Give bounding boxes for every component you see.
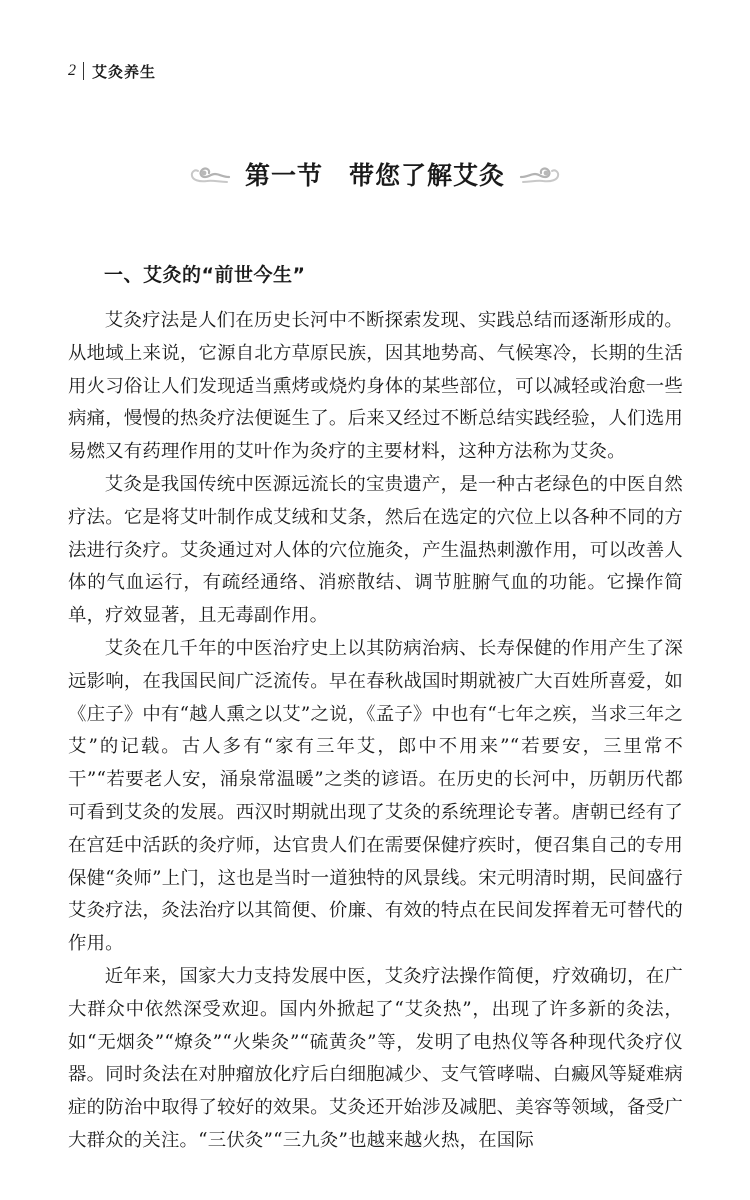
body-text xyxy=(68,305,683,1158)
running-header xyxy=(68,58,156,84)
subsection-title: 一、艾灸的“前世今生” xyxy=(104,264,306,286)
page-number: 2 xyxy=(68,62,76,79)
paragraph: 艾灸疗法是人们在历史长河中不断探索发现、实践总结而逐渐形成的。从地域上来说，它源自北方草原民族，因其地势高、气候寒冷，长期的生活用火习俗让人们发现适当熏烤或烧灼身体的某些部位，可以减轻或治愈一些病痛，慢慢的热灸疗法便诞生了。后来又经过不断总结实践经验，人们选用易燃又有药理作用的艾叶作为灸疗的主要材料，这种方法称为艾灸。 xyxy=(68,310,683,463)
paragraph: 艾灸是我国传统中医源远流长的宝贵遗产，是一种古老绿色的中医自然疗法。它是将艾叶制作成艾绒和艾条，然后在选定的穴位上以各种不同的方法进行灸疗。艾灸通过对人体的穴位施灸，产生温热刺激作用，可以改善人体的气血运行，有疏经通络、消瘀散结、调节脏腑气血的功能。它操作简单，疗效显著，且无毒副作用。 xyxy=(68,473,683,627)
header-divider xyxy=(83,62,84,80)
section-heading xyxy=(0,152,750,196)
cloud-ornament-right-icon xyxy=(519,161,561,187)
paragraph: 艾灸在几千年的中医治疗史上以其防病治病、长寿保健的作用产生了深远影响，在我国民间广泛流传。早在春秋战国时期就被广大百姓所喜爱，如《庄子》中有“越人熏之以艾”之说，《孟子》中也有“七年之疾，当求三年之艾”的记载。古人多有“家有三年艾，郎中不用来”“若要安，三里常不干”“若要老人安，涌泉常温暖”之类的谚语。在历史的长河中，历朝历代都可看到艾灸的发展。西汉时期就出现了艾灸的系统理论专著。唐朝已经有了在宫廷中活跃的灸疗师，达官贵人们在需要保健疗疾时，便召集自己的专用保健“灸师”上门，这也是当时一道独特的风景线。宋元明清时期，民间盛行艾灸疗法，灸法治疗以其简便、价廉、有效的特点在民间发挥着无可替代的作用。 xyxy=(68,637,683,955)
paragraph: 近年来，国家大力支持发展中医，艾灸疗法操作简便，疗效确切，在广大群众中依然深受欢迎。国内外掀起了“艾灸热”，出现了许多新的灸法，如“无烟灸”“燎灸”“火柴灸”“硫黄灸”等，发明了电热仪等各种现代灸疗仪器。同时灸法在对肿瘤放化疗后白细胞减少、支气管哮喘、白癜风等疑难病症的防治中取得了较好的效果。艾灸还开始涉及减肥、美容等领域，备受广大群众的关注。“三伏灸”“三九灸”也越来越火热，在国际 xyxy=(68,965,683,1151)
section-title: 第一节 带您了解艾灸 xyxy=(244,161,505,190)
cloud-ornament-left-icon xyxy=(189,161,231,187)
book-title: 艾灸养生 xyxy=(92,62,157,81)
